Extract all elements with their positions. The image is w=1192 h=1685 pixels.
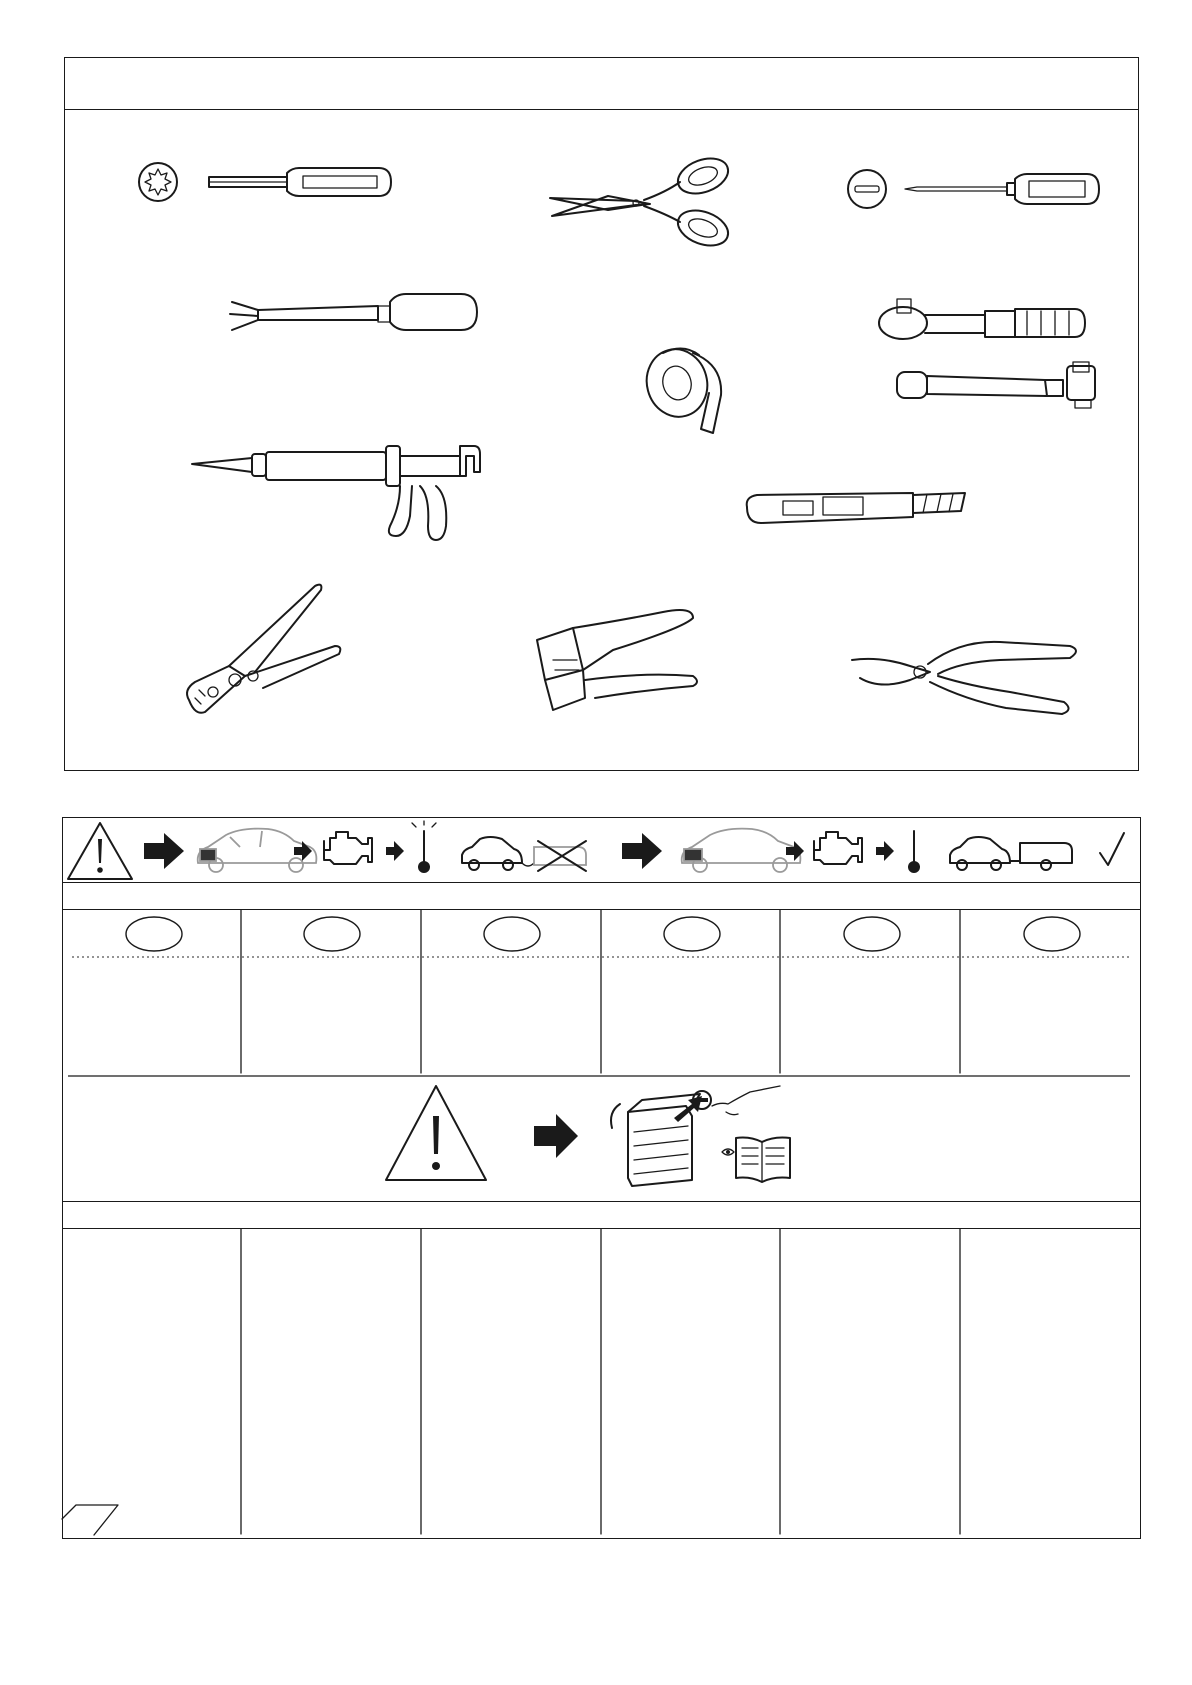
caulking-gun-icon	[190, 442, 500, 547]
crimping-pliers-icon	[185, 580, 345, 725]
warning-strip	[62, 817, 1141, 882]
warning-triangle-icon	[386, 1086, 486, 1180]
language-bar	[62, 1201, 1141, 1229]
wire-stripper-icon	[533, 610, 708, 720]
engine-warning-icon	[324, 832, 372, 864]
scissors-icon	[548, 158, 733, 248]
car-with-trailer-icon	[950, 837, 1072, 870]
tools-panel-header	[65, 58, 1138, 110]
checkmark-icon	[1100, 833, 1124, 865]
ratchet-wrench-icon	[875, 295, 1095, 345]
flat-screwdriver-icon	[845, 167, 1105, 212]
car-no-trailer-icon	[462, 837, 586, 871]
utility-knife-icon	[743, 487, 968, 532]
insulating-tape-icon	[643, 345, 728, 435]
car-socket-icon	[682, 829, 801, 872]
language-columns-top	[62, 910, 1141, 1075]
page-corner-fold	[62, 1505, 118, 1535]
trim-removal-tool-icon	[228, 290, 483, 340]
thermometer-warning-icon	[412, 821, 436, 873]
language-columns-bottom	[62, 1229, 1141, 1537]
arrow-right-icon	[144, 833, 184, 869]
socket-extension-icon	[895, 360, 1105, 415]
column-dividers	[241, 910, 960, 1073]
thermometer-icon	[908, 831, 920, 873]
arrow-right-icon	[622, 833, 662, 869]
warning-triangle-icon	[68, 823, 132, 879]
engine-icon	[814, 832, 862, 864]
language-ovals	[126, 917, 1080, 951]
side-cutter-pliers-icon	[850, 636, 1080, 716]
battery-disconnect-icon	[611, 1086, 780, 1186]
torx-screwdriver-icon	[135, 155, 395, 210]
arrow-right-icon	[534, 1114, 578, 1158]
battery-warning-block	[380, 1082, 820, 1192]
language-bar	[62, 882, 1141, 910]
manual-book-icon	[722, 1138, 790, 1183]
